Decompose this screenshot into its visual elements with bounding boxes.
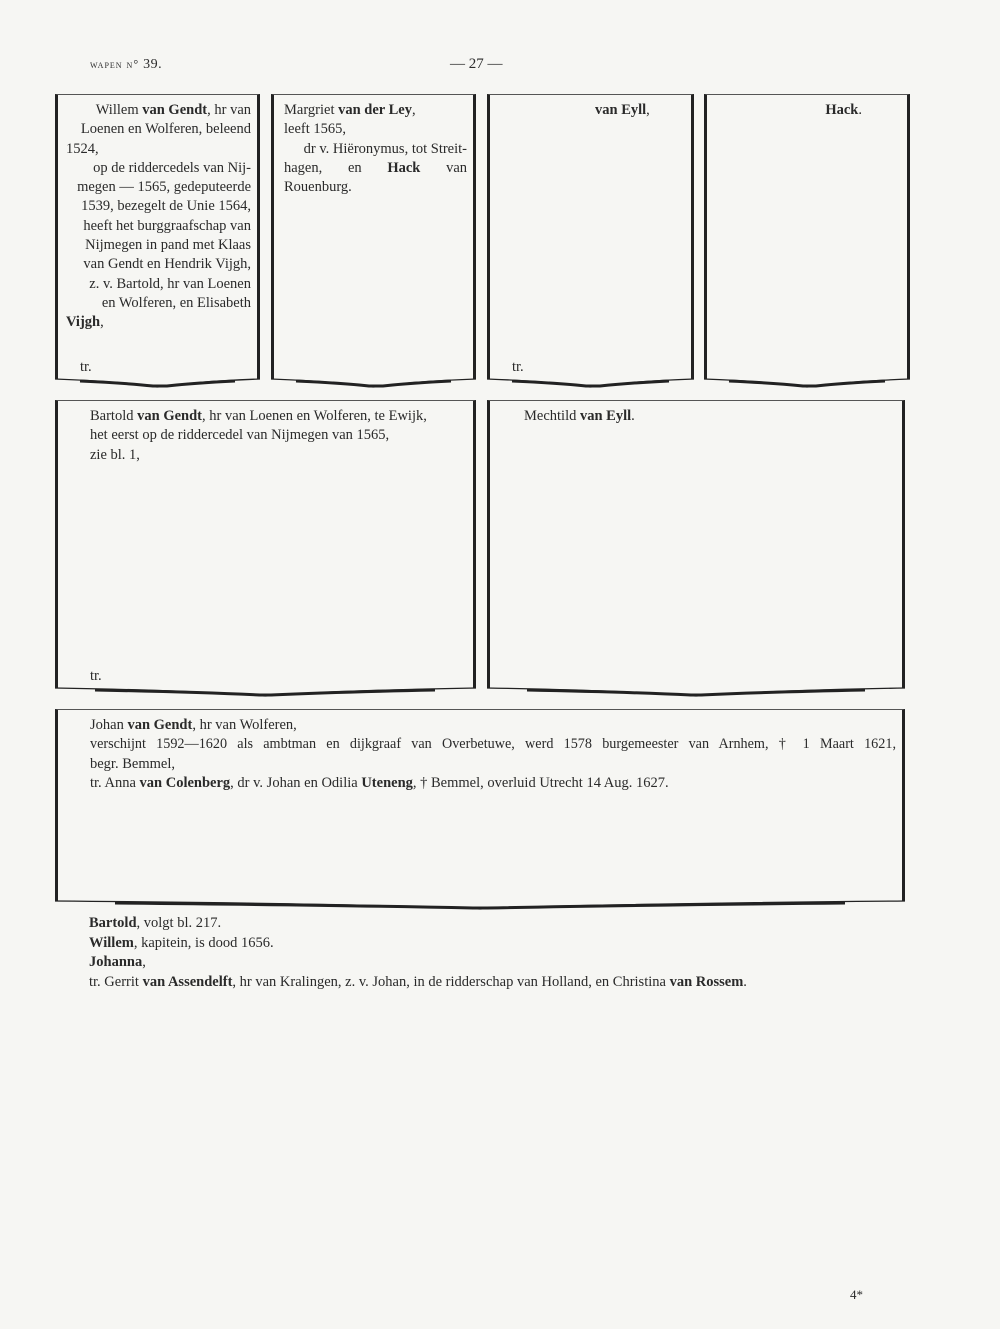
johan-line: verschijnt 1592—1620 als ambtman en dijkgraaf van Overbetuwe, werd 1578 burgemeester van Arnhem, † 1 Maart 1621, xyxy=(90,736,896,753)
box-hack xyxy=(704,94,910,379)
willem-line: 1539, bezegelt de Unie 1564, xyxy=(81,198,251,215)
willem-tr: tr. xyxy=(80,359,92,375)
wapen-label xyxy=(90,57,162,73)
wapen-number: 39. xyxy=(143,57,163,72)
box-mechtild xyxy=(487,400,905,688)
box-hack-text xyxy=(707,95,907,120)
box-bracket xyxy=(704,375,910,389)
eyll-tr: tr. xyxy=(512,359,524,375)
willem-line: megen — 1565, gedeputeerde xyxy=(77,179,251,196)
johan-line: Johan van Gendt, hr van Wolferen, xyxy=(90,717,297,733)
box-mechtild-text xyxy=(490,401,902,426)
johan-line: tr. Anna van Colenberg, dr v. Johan en Odilia Uteneng, † Bemmel, overluid Utrecht 14 Aug. 1627. xyxy=(90,774,669,791)
box-bracket xyxy=(271,375,476,389)
willem-line: Loenen en Wolferen, beleend xyxy=(80,121,251,138)
willem-line: op de riddercedels van Nij- xyxy=(93,159,251,176)
eyll-line: van Eyll, xyxy=(595,102,650,118)
box-johan-text xyxy=(58,710,902,793)
box-bracket xyxy=(487,375,694,389)
box-bartold xyxy=(55,400,476,688)
johan-line: begr. Bemmel, xyxy=(90,755,175,772)
child-bartold: Bartold, volgt bl. 217. xyxy=(89,915,222,931)
box-willem xyxy=(55,94,260,379)
willem-line: van Gendt en Hendrik Vijgh, xyxy=(83,256,251,273)
willem-line: Vijgh, xyxy=(66,314,104,331)
bartold-line: Bartold van Gendt, hr van Loenen en Wolferen, te Ewijk, xyxy=(90,408,427,424)
margriet-line: Rouenburg. xyxy=(284,179,352,196)
hack-line: Hack. xyxy=(825,102,862,118)
willem-line: Nijmegen in pand met Klaas xyxy=(85,237,251,254)
box-willem-text xyxy=(58,95,257,333)
box-eyll xyxy=(487,94,694,379)
box-bracket xyxy=(487,684,905,698)
margriet-line: Margriet van der Ley, xyxy=(284,102,416,118)
child-johanna-spouse: tr. Gerrit van Assendelft, hr van Kralingen, z. v. Johan, in de ridderschap van Holland, en Christina van Rossem. xyxy=(89,973,747,990)
box-margriet xyxy=(271,94,476,379)
box-johan xyxy=(55,709,905,901)
box-bracket xyxy=(55,684,476,698)
page-number: — 27 — xyxy=(450,56,503,72)
bartold-line: zie bl. 1, xyxy=(90,446,140,463)
willem-line: 1524, xyxy=(66,140,99,157)
mechtild-line: Mechtild van Eyll. xyxy=(524,408,635,424)
willem-line: z. v. Bartold, hr van Loenen xyxy=(89,275,251,292)
margriet-line: hagen, en Hack van xyxy=(284,159,468,176)
box-bracket xyxy=(55,897,905,911)
margriet-line: leeft 1565, xyxy=(284,121,347,138)
wapen-label-text: wapen n° xyxy=(90,57,140,71)
margriet-line: dr v. Hiëronymus, tot Streit- xyxy=(303,140,467,157)
bartold-tr: tr. xyxy=(90,668,102,684)
box-eyll-text xyxy=(490,95,691,120)
child-willem: Willem, kapitein, is dood 1656. xyxy=(89,934,274,951)
box-bartold-text xyxy=(58,401,473,465)
bartold-line: het eerst op de riddercedel van Nijmegen van 1565, xyxy=(90,427,390,444)
box-bracket xyxy=(55,375,260,389)
signature-mark: 4* xyxy=(850,1287,863,1302)
children-list xyxy=(89,914,747,992)
box-margriet-text xyxy=(274,95,473,197)
willem-line: Willem van Gendt, hr van xyxy=(95,102,251,118)
willem-line: en Wolferen, en Elisabeth xyxy=(101,294,251,311)
willem-line: heeft het burggraafschap van xyxy=(83,217,251,234)
child-johanna: Johanna, xyxy=(89,954,146,970)
